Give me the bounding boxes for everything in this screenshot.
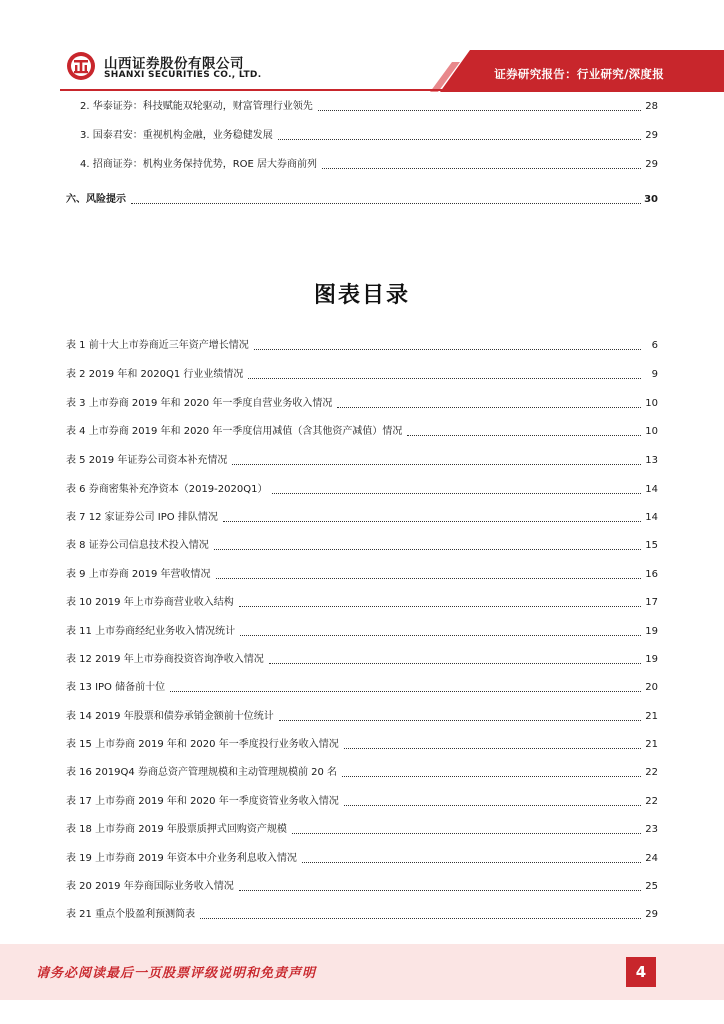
toc-leader-dots <box>322 167 641 169</box>
chart-list-entry-page: 21 <box>645 739 658 750</box>
chart-list-entry-page: 29 <box>645 909 658 920</box>
chart-list-entry-label: 表 20 2019 年券商国际业务收入情况 <box>66 881 234 892</box>
chart-list-entry[interactable] <box>66 566 658 582</box>
page-header <box>0 0 724 92</box>
chart-list-entry-page: 9 <box>651 369 658 380</box>
toc-section-page: 30 <box>644 194 658 205</box>
toc-leader-dots <box>344 747 641 749</box>
chart-list-entry-label: 表 17 上市券商 2019 年和 2020 年一季度资管业务收入情况 <box>66 796 339 807</box>
chart-list-entry-page: 15 <box>645 540 658 551</box>
chart-list-entry-label: 表 12 2019 年上市券商投资咨询净收入情况 <box>66 654 264 665</box>
chart-list-entry[interactable] <box>66 623 658 639</box>
chart-list-entry-label: 表 21 重点个股盈利预测简表 <box>66 909 196 920</box>
chart-list-entry[interactable] <box>66 395 658 411</box>
chart-list-entry-label: 表 5 2019 年证券公司资本补充情况 <box>66 455 228 466</box>
chart-list-entry-label: 表 10 2019 年上市券商营业收入结构 <box>66 597 234 608</box>
toc-leader-dots <box>318 109 641 111</box>
report-type-tag: 证券研究报告：行业研究/深度报 <box>494 67 664 81</box>
chart-list-entry-label: 表 1 前十大上市券商近三年资产增长情况 <box>66 340 249 351</box>
chart-list-entry[interactable] <box>66 423 658 439</box>
chart-list-entry-page: 24 <box>645 853 658 864</box>
toc-leader-dots <box>240 634 641 636</box>
toc-leader-dots <box>216 577 641 579</box>
toc-leader-dots <box>248 377 641 379</box>
chart-list-entry-page: 14 <box>645 484 658 495</box>
chart-list-entry[interactable] <box>66 651 658 667</box>
toc-section-label: 六、风险提示 <box>66 194 126 205</box>
chart-list-entry-page: 13 <box>645 455 658 466</box>
chart-list-entry[interactable] <box>66 821 658 837</box>
chart-list-entry-label: 表 19 上市券商 2019 年资本中介业务利息收入情况 <box>66 853 297 864</box>
chart-list-entry-page: 10 <box>645 426 658 437</box>
chart-list-entry[interactable] <box>66 850 658 866</box>
chart-list-entry-page: 17 <box>645 597 658 608</box>
page-footer <box>0 944 724 1000</box>
company-name-cn: 山西证券股份有限公司 <box>104 56 244 72</box>
toc-entry[interactable] <box>80 127 658 143</box>
chart-list-entry-page: 19 <box>645 654 658 665</box>
chart-list-entry-label: 表 11 上市券商经纪业务收入情况统计 <box>66 626 236 637</box>
chart-list-entry-page: 6 <box>651 340 658 351</box>
company-name-en: SHANXI SECURITIES CO., LTD. <box>104 70 262 80</box>
toc-leader-dots <box>302 861 641 863</box>
chart-list-entry-label: 表 4 上市券商 2019 年和 2020 年一季度信用减值（含其他资产减值）情况 <box>66 426 403 437</box>
chart-list-entry[interactable] <box>66 509 658 525</box>
footer-disclaimer: 请务必阅读最后一页股票评级说明和免责声明 <box>36 966 317 981</box>
toc-leader-dots <box>407 434 641 436</box>
toc-leader-dots <box>131 202 641 204</box>
chart-list-entry[interactable] <box>66 906 658 922</box>
chart-list-entry-label: 表 8 证券公司信息技术投入情况 <box>66 540 209 551</box>
toc-leader-dots <box>239 889 641 891</box>
chart-list-entry[interactable] <box>66 337 658 353</box>
chart-list-entry-page: 16 <box>645 569 658 580</box>
toc-entry[interactable] <box>80 156 658 172</box>
toc-section-entry[interactable] <box>66 191 658 207</box>
toc-leader-dots <box>200 917 641 919</box>
chart-list-entry-label: 表 14 2019 年股票和债券承销金额前十位统计 <box>66 711 274 722</box>
toc-leader-dots <box>214 548 641 550</box>
toc-entry-label: 2. 华泰证券：科技赋能双轮驱动，财富管理行业领先 <box>80 101 313 112</box>
chart-list-entry[interactable] <box>66 366 658 382</box>
toc-leader-dots <box>337 406 641 408</box>
toc-entry-label: 3. 国泰君安：重视机构金融，业务稳健发展 <box>80 130 273 141</box>
chart-list-entry-page: 10 <box>645 398 658 409</box>
chart-list-entry-label: 表 2 2019 年和 2020Q1 行业业绩情况 <box>66 369 244 380</box>
chart-list-entry-page: 19 <box>645 626 658 637</box>
chart-list-entry[interactable] <box>66 537 658 553</box>
chart-list-entry[interactable] <box>66 452 658 468</box>
toc-entry-page: 29 <box>645 130 658 141</box>
chart-list-entry[interactable] <box>66 878 658 894</box>
chart-list-entry-label: 表 6 券商密集补充净资本（2019-2020Q1） <box>66 484 268 495</box>
toc-leader-dots <box>342 775 641 777</box>
chart-list-entry[interactable] <box>66 594 658 610</box>
company-logo-icon <box>66 51 96 81</box>
chart-list-entry-label: 表 7 12 家证券公司 IPO 排队情况 <box>66 512 218 523</box>
toc-leader-dots <box>272 492 641 494</box>
chart-list-entry-page: 14 <box>645 512 658 523</box>
chart-list-entry[interactable] <box>66 764 658 780</box>
header-divider <box>60 89 664 91</box>
toc-entry-page: 28 <box>645 101 658 112</box>
toc-entry-label: 4. 招商证券：机构业务保持优势，ROE 居大券商前列 <box>80 159 318 170</box>
toc-leader-dots <box>239 605 641 607</box>
toc-entry-page: 29 <box>645 159 658 170</box>
chart-list-title: 图表目录 <box>313 283 410 308</box>
toc-leader-dots <box>279 719 641 721</box>
chart-list-entry-page: 21 <box>645 711 658 722</box>
toc-entry[interactable] <box>80 98 658 114</box>
toc-leader-dots <box>223 520 641 522</box>
chart-list-entry[interactable] <box>66 481 658 497</box>
toc-leader-dots <box>269 662 641 664</box>
chart-list-entry-page: 23 <box>645 824 658 835</box>
chart-list-entry-page: 20 <box>645 682 658 693</box>
chart-list-entry-label: 表 16 2019Q4 券商总资产管理规模和主动管理规模前 20 名 <box>66 767 338 778</box>
chart-list-entry-page: 25 <box>645 881 658 892</box>
chart-list-entry-label: 表 3 上市券商 2019 年和 2020 年一季度自营业务收入情况 <box>66 398 333 409</box>
chart-list-entry-label: 表 18 上市券商 2019 年股票质押式回购资产规模 <box>66 824 287 835</box>
toc-leader-dots <box>232 463 641 465</box>
chart-list-entry[interactable] <box>66 736 658 752</box>
chart-list-entry-page: 22 <box>645 767 658 778</box>
chart-list-entry-label: 表 13 IPO 储备前十位 <box>66 682 166 693</box>
toc-leader-dots <box>254 348 641 350</box>
chart-list-entry-label: 表 15 上市券商 2019 年和 2020 年一季度投行业务收入情况 <box>66 739 339 750</box>
toc-leader-dots <box>278 138 641 140</box>
page-number: 4 <box>626 957 656 987</box>
toc-leader-dots <box>170 690 641 692</box>
chart-list-entry[interactable] <box>66 793 658 809</box>
toc-leader-dots <box>344 804 641 806</box>
chart-list-entry[interactable] <box>66 708 658 724</box>
chart-list-entry-label: 表 9 上市券商 2019 年营收情况 <box>66 569 211 580</box>
chart-list-entry-page: 22 <box>645 796 658 807</box>
toc-leader-dots <box>292 832 641 834</box>
chart-list-entry[interactable] <box>66 679 658 695</box>
